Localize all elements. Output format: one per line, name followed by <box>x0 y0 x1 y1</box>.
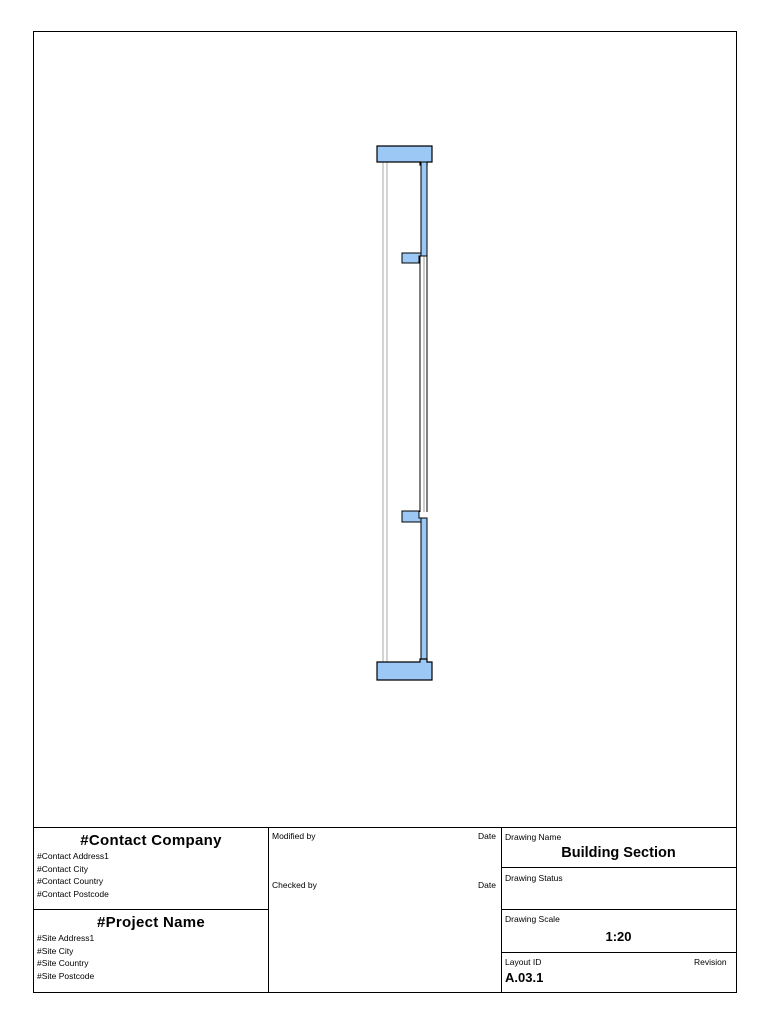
drawing-name: Building Section <box>561 845 676 861</box>
window-head <box>402 253 421 263</box>
window-sill <box>402 511 421 522</box>
layout-id: A.03.1 <box>505 970 544 985</box>
site-address1: #Site Address1 <box>37 933 95 943</box>
checked-by-label: Checked by <box>272 880 317 890</box>
drawing-scale-label: Drawing Scale <box>505 914 560 924</box>
title-block <box>34 827 736 993</box>
layout-id-label: Layout ID <box>505 957 542 967</box>
bottom-slab <box>377 659 432 680</box>
site-postcode: #Site Postcode <box>37 970 95 981</box>
drawing-name-label: Drawing Name <box>505 832 562 842</box>
modified-date-label: Date <box>478 831 496 841</box>
contact-address1: #Contact Address1 <box>37 851 109 861</box>
drawing-status-label: Drawing Status <box>505 873 563 883</box>
wall-lower <box>421 518 427 662</box>
project-name: #Project Name <box>96 914 206 931</box>
modified-by-label: Modified by <box>272 831 316 841</box>
contact-block <box>34 832 268 900</box>
revision-label: Revision <box>694 957 727 967</box>
drawing-scale: 1:20 <box>605 929 632 944</box>
contact-country: #Contact Country <box>37 876 104 886</box>
contact-company: #Contact Company <box>80 832 222 849</box>
project-block <box>34 914 268 982</box>
building-section-drawing <box>34 32 736 827</box>
checked-date-label: Date <box>478 880 496 890</box>
drawing-sheet <box>33 31 737 993</box>
site-city: #Site City <box>37 945 74 956</box>
wall-upper <box>421 162 427 256</box>
site-country: #Site Country <box>37 958 89 968</box>
contact-city: #Contact City <box>37 863 89 874</box>
contact-postcode: #Contact Postcode <box>37 888 109 899</box>
